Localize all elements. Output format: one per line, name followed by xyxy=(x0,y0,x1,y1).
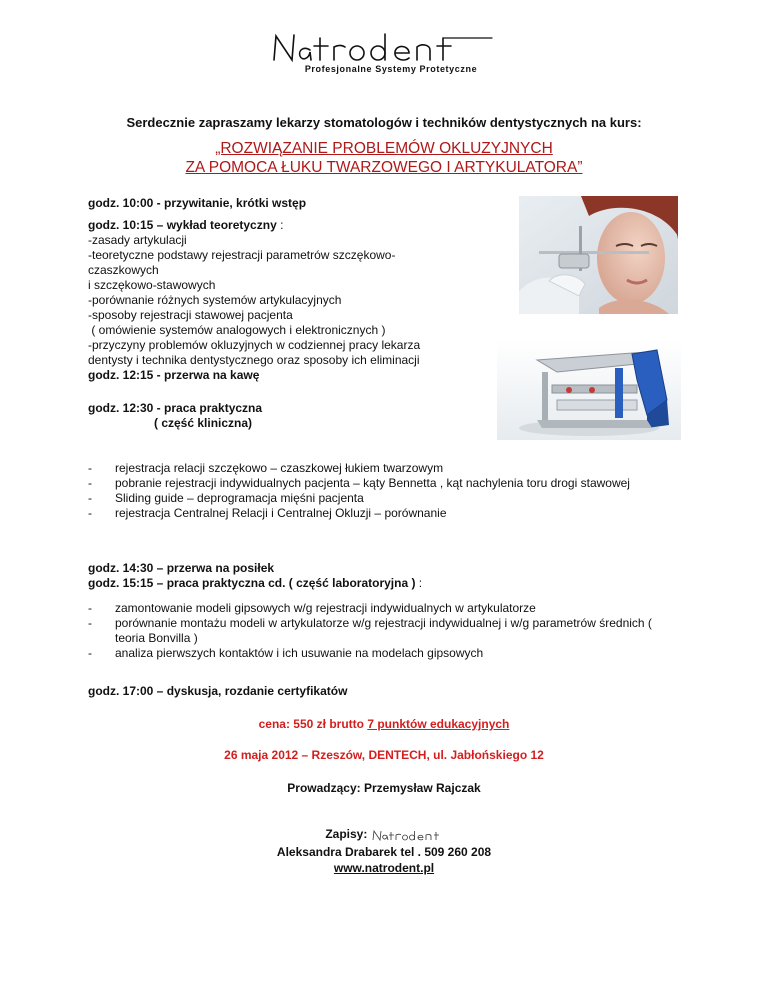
list-bullet: - xyxy=(88,506,92,520)
invitation-text: Serdecznie zapraszamy lekarzy stomatologów i techników dentystycznych na kurs: xyxy=(126,115,642,130)
list-item-text: rejestracja relacji szczękowo – czaszkowej łukiem twarzowym xyxy=(115,461,444,475)
lecture-line: czaszkowych xyxy=(88,263,159,277)
list-item-text: zamontowanie modeli gipsowych w/g rejestracji indywidualnych w artykulatorze xyxy=(115,601,536,615)
lecture-line: dentysty i technika dentystycznego oraz sposoby ich eliminacji xyxy=(88,353,420,367)
list-item xyxy=(88,476,668,491)
agenda-welcome-desc: przywitanie, krótki wstęp xyxy=(164,196,307,210)
list-bullet: - xyxy=(88,601,92,615)
list-item xyxy=(88,601,668,616)
agenda-welcome xyxy=(88,196,306,211)
lecture-line: -teoretyczne podstawy rejestracji parametrów szczękowo- xyxy=(88,248,396,262)
articulator-photo xyxy=(497,340,681,440)
lecture-line: -przyczyny problemów okluzyjnych w codziennej pracy lekarza xyxy=(88,338,421,352)
list-item-text: porównanie montażu modeli w artykulatorze w/g rejestracji indywidualnej i w/g parametrów średnich ( teoria Bonvilla ) xyxy=(115,616,652,645)
list-bullet: - xyxy=(88,476,92,490)
clinical-heading: godz. 12:30 - praca praktyczna xyxy=(88,401,263,415)
agenda-afternoon xyxy=(88,561,422,591)
course-title-line-2: ZA POMOCA ŁUKU TWARZOWEGO I ARTYKULATORA” xyxy=(185,159,583,176)
list-item xyxy=(88,646,668,661)
list-item-text: analiza pierwszych kontaktów i ich usuwanie na modelach gipsowych xyxy=(115,646,484,660)
logo-tagline: Profesjonalne Systemy Protetyczne xyxy=(304,64,478,74)
lecture-line: ( omówienie systemów analogowych i elektronicznych ) xyxy=(88,323,386,337)
list-bullet: - xyxy=(88,616,92,630)
list-item xyxy=(88,491,668,506)
lecture-line: -porównanie różnych systemów artykulacyjnych xyxy=(88,293,342,307)
lecture-line: -sposoby rejestracji stawowej pacjenta xyxy=(88,308,293,322)
face-bow-photo xyxy=(519,196,678,314)
lab-heading: godz. 15:15 – praca praktyczna cd. ( część laboratoryjna ) xyxy=(88,576,416,590)
lunch-break: godz. 14:30 – przerwa na posiłek xyxy=(88,561,275,575)
education-points: 7 punktów edukacyjnych xyxy=(367,717,510,731)
signup-label: Zapisy: xyxy=(325,827,371,841)
natrodent-logo xyxy=(262,30,512,78)
presenter: Prowadzący: Przemysław Rajczak xyxy=(287,781,481,795)
event-date-location: 26 maja 2012 – Rzeszów, DENTECH, ul. Jabłońskiego 12 xyxy=(224,748,544,762)
lecture-line: i szczękowo-stawowych xyxy=(88,278,216,292)
natrodent-wordmark-graphic xyxy=(262,30,512,64)
lab-heading-colon: : xyxy=(415,576,423,590)
course-title xyxy=(0,139,768,177)
agenda-lecture-heading: godz. 10:15 – wykład teoretyczny xyxy=(88,218,277,232)
agenda-lecture-heading-colon: : xyxy=(276,218,284,232)
list-bullet: - xyxy=(88,646,92,660)
lab-list xyxy=(88,601,668,661)
clinical-subheading: ( część kliniczna) xyxy=(154,416,253,430)
course-title-line-1: „ROZWIĄZANIE PROBLEMÓW OKLUZYJNYCH xyxy=(215,140,553,157)
natrodent-mini-logo-icon xyxy=(371,829,443,841)
price-line xyxy=(0,717,768,731)
list-item-text: rejestracja Centralnej Relacji i Centralnej Okluzji – porównanie xyxy=(115,506,447,520)
list-item-text: Sliding guide – deprogramacja mięśni pacjenta xyxy=(115,491,364,505)
list-bullet: - xyxy=(88,491,92,505)
discussion: godz. 17:00 – dyskusja, rozdanie certyfikatów xyxy=(88,684,348,698)
price-text: cena: 550 zł brutto xyxy=(258,717,368,731)
lecture-line: -zasady artykulacji xyxy=(88,233,187,247)
coffee-break: godz. 12:15 - przerwa na kawę xyxy=(88,368,260,382)
clinical-list xyxy=(88,461,668,521)
list-bullet: - xyxy=(88,461,92,475)
agenda-clinical xyxy=(88,401,262,431)
list-item xyxy=(88,461,668,476)
list-item xyxy=(88,616,668,646)
list-item-text: pobranie rejestracji indywidualnych pacjenta – kąty Bennetta , kąt nachylenia toru drogi stawowej xyxy=(115,476,630,490)
agenda-welcome-time: godz. 10:00 - xyxy=(88,196,165,210)
contact-person: Aleksandra Drabarek tel . 509 260 208 xyxy=(276,845,492,859)
agenda-lecture xyxy=(88,218,420,383)
signup-line xyxy=(0,827,768,841)
website-link[interactable]: www.natrodent.pl xyxy=(333,861,435,875)
list-item xyxy=(88,506,668,521)
